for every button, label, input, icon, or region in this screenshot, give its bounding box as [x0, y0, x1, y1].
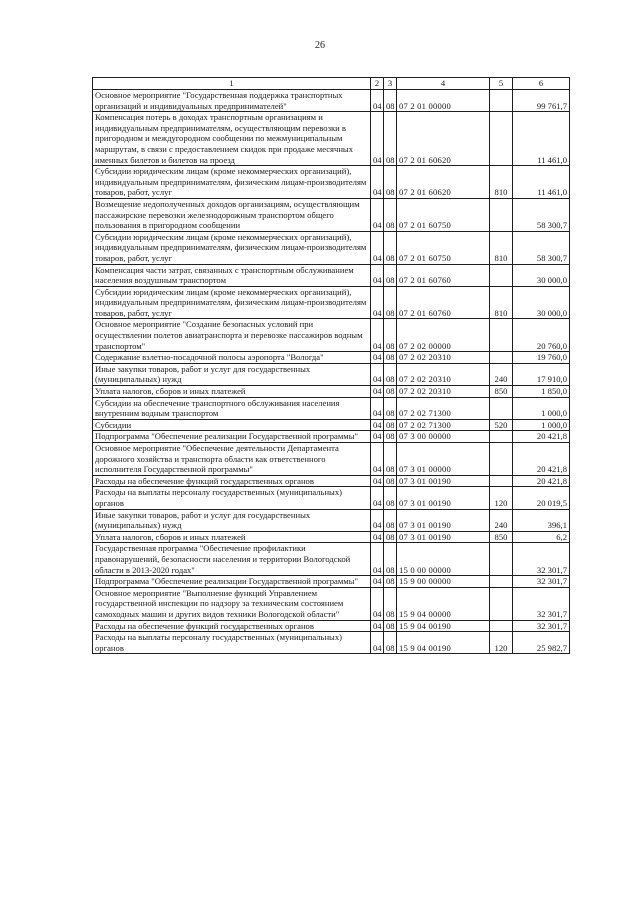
col-header-target-article: 4 — [397, 78, 490, 90]
row-name: Основное мероприятие "Создание безопасных условий при осуществлении полетов авиатранспорта и перевозке пассажиров водным транспортом" — [93, 319, 371, 352]
row-expense-type: 520 — [490, 419, 513, 431]
row-subsection-code: 08 — [384, 397, 397, 419]
row-amount: 32 301,7 — [513, 576, 570, 588]
row-name: Компенсация потерь в доходах транспортным организациям и индивидуальным предпринимателям, осуществляющим перевозки в пригородном и междугородном сообщении по межмуниципальным маршрутам, в связи с предоставлением скидок при продаже месячных именных билетов и билетов на проезд — [93, 112, 371, 166]
row-name: Расходы на выплаты персоналу государственных (муниципальных) органов — [93, 487, 371, 509]
col-header-subsection: 3 — [384, 78, 397, 90]
row-amount: 20 019,5 — [513, 487, 570, 509]
row-amount: 32 301,7 — [513, 620, 570, 632]
row-name: Содержание взлетно-посадочной полосы аэропорта "Вологда" — [93, 352, 371, 364]
row-amount: 32 301,7 — [513, 543, 570, 576]
row-section-code: 04 — [371, 231, 384, 264]
table-row — [93, 90, 570, 112]
row-section-code: 04 — [371, 509, 384, 531]
row-expense-type — [490, 431, 513, 443]
row-subsection-code: 08 — [384, 419, 397, 431]
row-amount: 20 421,8 — [513, 431, 570, 443]
row-expense-type: 240 — [490, 509, 513, 531]
row-target-article: 07 3 00 00000 — [397, 431, 490, 443]
row-name: Основное мероприятие "Выполнение функций Управлением государственной инспекции по надзору за техническим состоянием самоходных машин и других видов техники Вологодской области" — [93, 587, 371, 620]
row-target-article: 07 3 01 00190 — [397, 509, 490, 531]
row-expense-type — [490, 264, 513, 286]
row-name: Основное мероприятие "Обеспечение деятельности Департамента дорожного хозяйства и транспорта области как ответственного исполнителя Государственной программы" — [93, 443, 371, 476]
row-subsection-code: 08 — [384, 576, 397, 588]
table-row — [93, 286, 570, 319]
row-expense-type: 810 — [490, 166, 513, 199]
table-row — [93, 363, 570, 385]
row-name: Компенсация части затрат, связанных с транспортным обслуживанием населения воздушным транспортом — [93, 264, 371, 286]
row-expense-type — [490, 587, 513, 620]
table-row — [93, 166, 570, 199]
row-subsection-code: 08 — [384, 431, 397, 443]
row-expense-type: 850 — [490, 531, 513, 543]
row-section-code: 04 — [371, 543, 384, 576]
row-section-code: 04 — [371, 632, 384, 654]
table-row — [93, 419, 570, 431]
row-target-article: 07 2 02 20310 — [397, 363, 490, 385]
table-row — [93, 475, 570, 487]
row-subsection-code: 08 — [384, 363, 397, 385]
table-body — [93, 90, 570, 654]
table-row — [93, 264, 570, 286]
row-target-article: 15 0 00 00000 — [397, 543, 490, 576]
table-row — [93, 112, 570, 166]
row-name: Расходы на обеспечение функций государственных органов — [93, 475, 371, 487]
row-target-article: 07 3 01 00190 — [397, 487, 490, 509]
row-target-article: 07 2 01 60620 — [397, 166, 490, 199]
row-expense-type: 810 — [490, 286, 513, 319]
row-name: Иные закупки товаров, работ и услуг для государственных (муниципальных) нужд — [93, 509, 371, 531]
row-subsection-code: 08 — [384, 543, 397, 576]
table-row — [93, 576, 570, 588]
row-subsection-code: 08 — [384, 531, 397, 543]
row-expense-type — [490, 543, 513, 576]
table-row — [93, 443, 570, 476]
row-amount: 1 850,0 — [513, 386, 570, 398]
row-target-article: 07 2 01 60760 — [397, 286, 490, 319]
row-name: Подпрограмма "Обеспечение реализации Государственной программы" — [93, 576, 371, 588]
row-section-code: 04 — [371, 587, 384, 620]
row-amount: 11 461,0 — [513, 166, 570, 199]
row-subsection-code: 08 — [384, 231, 397, 264]
row-subsection-code: 08 — [384, 443, 397, 476]
row-expense-type — [490, 90, 513, 112]
table-row — [93, 509, 570, 531]
row-target-article: 07 2 02 20310 — [397, 352, 490, 364]
row-section-code: 04 — [371, 397, 384, 419]
row-expense-type: 240 — [490, 363, 513, 385]
row-name: Государственная программа "Обеспечение профилактики правонарушений, безопасности населения и территории Вологодской области в 2013-2020 годах" — [93, 543, 371, 576]
row-target-article: 07 2 01 60760 — [397, 264, 490, 286]
row-amount: 11 461,0 — [513, 112, 570, 166]
row-expense-type: 810 — [490, 231, 513, 264]
row-amount: 99 761,7 — [513, 90, 570, 112]
row-amount: 20 421,8 — [513, 443, 570, 476]
row-section-code: 04 — [371, 475, 384, 487]
row-target-article: 07 2 02 20310 — [397, 386, 490, 398]
row-expense-type — [490, 397, 513, 419]
row-amount: 20 760,0 — [513, 319, 570, 352]
row-subsection-code: 08 — [384, 264, 397, 286]
row-subsection-code: 08 — [384, 386, 397, 398]
table-row — [93, 198, 570, 231]
row-target-article: 15 9 04 00190 — [397, 620, 490, 632]
row-subsection-code: 08 — [384, 319, 397, 352]
row-name: Субсидии — [93, 419, 371, 431]
table-row — [93, 319, 570, 352]
row-target-article: 07 3 01 00190 — [397, 475, 490, 487]
table-row — [93, 397, 570, 419]
row-subsection-code: 08 — [384, 620, 397, 632]
row-name: Подпрограмма "Обеспечение реализации Государственной программы" — [93, 431, 371, 443]
row-name: Иные закупки товаров, работ и услуг для государственных (муниципальных) нужд — [93, 363, 371, 385]
row-name: Расходы на обеспечение функций государственных органов — [93, 620, 371, 632]
col-header-amount: 6 — [513, 78, 570, 90]
row-expense-type: 120 — [490, 632, 513, 654]
row-target-article: 15 9 04 00190 — [397, 632, 490, 654]
row-amount: 20 421,8 — [513, 475, 570, 487]
row-section-code: 04 — [371, 363, 384, 385]
row-subsection-code: 08 — [384, 509, 397, 531]
row-section-code: 04 — [371, 431, 384, 443]
row-expense-type — [490, 319, 513, 352]
table-row — [93, 620, 570, 632]
row-name: Субсидии юридическим лицам (кроме некоммерческих организаций), индивидуальным предпринимателям, физическим лицам-производителям товаров, работ, услуг — [93, 166, 371, 199]
row-expense-type — [490, 475, 513, 487]
row-target-article: 07 2 01 60750 — [397, 231, 490, 264]
row-section-code: 04 — [371, 264, 384, 286]
row-section-code: 04 — [371, 576, 384, 588]
row-target-article: 07 2 02 71300 — [397, 419, 490, 431]
row-expense-type — [490, 443, 513, 476]
row-target-article: 07 2 02 71300 — [397, 397, 490, 419]
table-row — [93, 543, 570, 576]
row-subsection-code: 08 — [384, 112, 397, 166]
row-name: Уплата налогов, сборов и иных платежей — [93, 386, 371, 398]
row-section-code: 04 — [371, 443, 384, 476]
row-section-code: 04 — [371, 166, 384, 199]
row-amount: 58 300,7 — [513, 231, 570, 264]
row-subsection-code: 08 — [384, 475, 397, 487]
table-row — [93, 386, 570, 398]
row-section-code: 04 — [371, 112, 384, 166]
table-row — [93, 632, 570, 654]
row-amount: 6,2 — [513, 531, 570, 543]
table-row — [93, 431, 570, 443]
row-amount: 30 000,0 — [513, 264, 570, 286]
row-name: Расходы на выплаты персоналу государственных (муниципальных) органов — [93, 632, 371, 654]
row-amount: 1 000,0 — [513, 397, 570, 419]
row-name: Основное мероприятие "Государственная поддержка транспортных организаций и индивидуальных предпринимателей" — [93, 90, 371, 112]
row-subsection-code: 08 — [384, 587, 397, 620]
row-section-code: 04 — [371, 319, 384, 352]
table-row — [93, 587, 570, 620]
row-subsection-code: 08 — [384, 286, 397, 319]
row-subsection-code: 08 — [384, 487, 397, 509]
row-section-code: 04 — [371, 352, 384, 364]
row-section-code: 04 — [371, 531, 384, 543]
table-row — [93, 531, 570, 543]
row-expense-type — [490, 576, 513, 588]
row-section-code: 04 — [371, 419, 384, 431]
row-amount: 30 000,0 — [513, 286, 570, 319]
row-amount: 17 910,0 — [513, 363, 570, 385]
col-header-expense-type: 5 — [490, 78, 513, 90]
row-name: Возмещение недополученных доходов организациям, осуществляющим пассажирские перевозки железнодорожным транспортом общего пользования в пригородном сообщении — [93, 198, 371, 231]
row-amount: 58 300,7 — [513, 198, 570, 231]
row-section-code: 04 — [371, 286, 384, 319]
row-section-code: 04 — [371, 198, 384, 231]
row-target-article: 15 9 00 00000 — [397, 576, 490, 588]
row-name: Уплата налогов, сборов и иных платежей — [93, 531, 371, 543]
row-amount: 25 982,7 — [513, 632, 570, 654]
budget-table — [92, 77, 570, 654]
col-header-section: 2 — [371, 78, 384, 90]
row-subsection-code: 08 — [384, 632, 397, 654]
row-target-article: 07 2 01 60620 — [397, 112, 490, 166]
row-name: Субсидии юридическим лицам (кроме некоммерческих организаций), индивидуальным предпринимателям, физическим лицам-производителям товаров, работ, услуг — [93, 231, 371, 264]
row-subsection-code: 08 — [384, 198, 397, 231]
row-subsection-code: 08 — [384, 90, 397, 112]
row-target-article: 15 9 04 00000 — [397, 587, 490, 620]
table-row — [93, 231, 570, 264]
row-subsection-code: 08 — [384, 166, 397, 199]
row-expense-type — [490, 620, 513, 632]
table-row — [93, 487, 570, 509]
row-target-article: 07 2 02 00000 — [397, 319, 490, 352]
table-row — [93, 352, 570, 364]
row-expense-type: 850 — [490, 386, 513, 398]
row-target-article: 07 3 01 00190 — [397, 531, 490, 543]
row-expense-type — [490, 352, 513, 364]
row-name: Субсидии на обеспечение транспортного обслуживания населения внутренним водным транспортом — [93, 397, 371, 419]
row-name: Субсидии юридическим лицам (кроме некоммерческих организаций), индивидуальным предпринимателям, физическим лицам-производителям товаров, работ, услуг — [93, 286, 371, 319]
row-amount: 396,1 — [513, 509, 570, 531]
row-expense-type — [490, 112, 513, 166]
row-subsection-code: 08 — [384, 352, 397, 364]
row-amount: 19 760,0 — [513, 352, 570, 364]
col-header-name: 1 — [93, 78, 371, 90]
page-number: 26 — [315, 40, 325, 51]
row-expense-type — [490, 198, 513, 231]
row-target-article: 07 2 01 00000 — [397, 90, 490, 112]
row-section-code: 04 — [371, 90, 384, 112]
row-target-article: 07 2 01 60750 — [397, 198, 490, 231]
row-amount: 1 000,0 — [513, 419, 570, 431]
row-target-article: 07 3 01 00000 — [397, 443, 490, 476]
row-section-code: 04 — [371, 386, 384, 398]
row-expense-type: 120 — [490, 487, 513, 509]
row-amount: 32 301,7 — [513, 587, 570, 620]
row-section-code: 04 — [371, 620, 384, 632]
header-row — [93, 78, 570, 90]
row-section-code: 04 — [371, 487, 384, 509]
